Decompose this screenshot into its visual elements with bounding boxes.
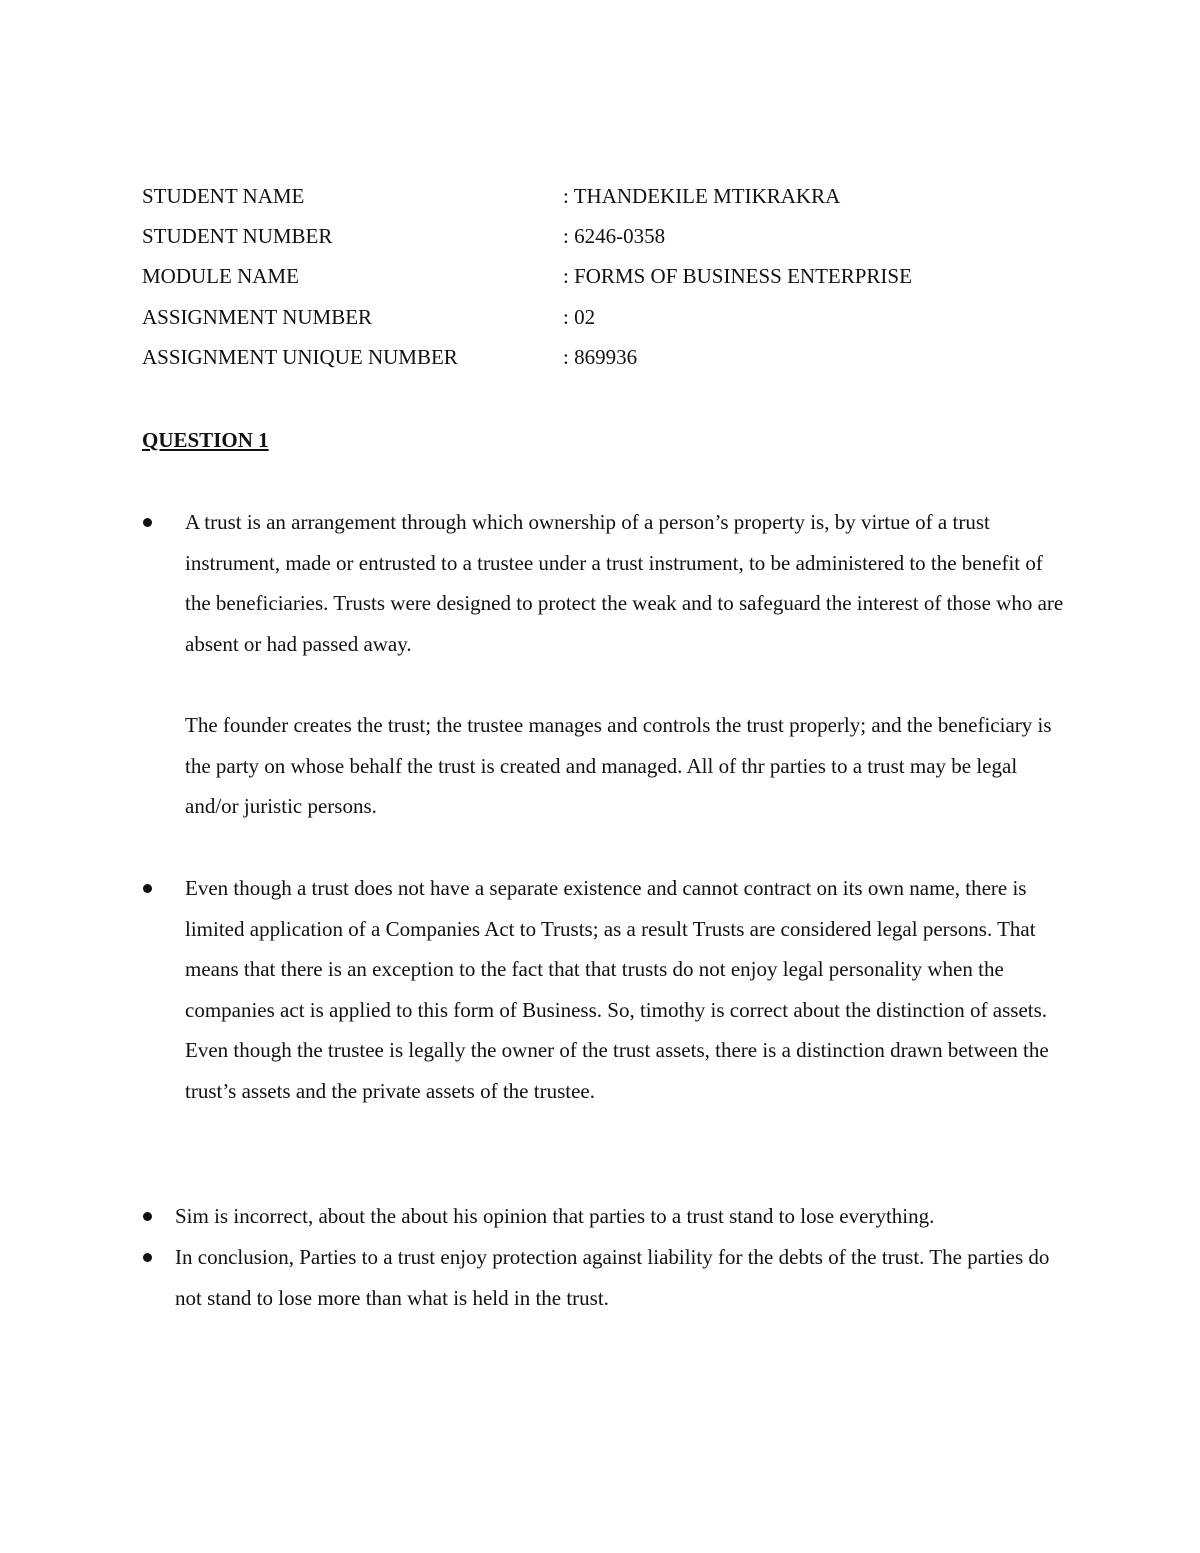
bullet-icon: [143, 1253, 152, 1262]
info-value: : 869936: [563, 345, 638, 369]
paragraph-legal-personality: Even though a trust does not have a separate existence and cannot contract on its own name, there is limited application of a Companies Act to Trusts; as a result Trusts are considered legal persons. That means that there is an exception to the fact that that trusts do not enjoy legal personality when the companies act is applied to this form of Business. So, timothy is correct about the distinction of assets. Even though the trustee is legally the owner of the trust assets, there is a distinction drawn between the trust’s assets and the private assets of the trustee.: [185, 876, 1049, 1103]
info-label: ASSIGNMENT NUMBER: [142, 305, 373, 329]
info-label: MODULE NAME: [142, 264, 299, 288]
info-value: : 6246-0358: [563, 224, 666, 248]
info-label: ASSIGNMENT UNIQUE NUMBER: [142, 345, 458, 369]
info-value: : THANDEKILE MTIKRAKRA: [563, 184, 841, 208]
bullet-icon: [143, 518, 152, 527]
info-label: STUDENT NUMBER: [142, 224, 333, 248]
info-value: : 02: [563, 305, 596, 329]
paragraph-sim-incorrect: Sim is incorrect, about the about his opinion that parties to a trust stand to lose everything.: [175, 1204, 935, 1228]
bullet-icon: [143, 1212, 152, 1221]
bullet-icon: [143, 884, 152, 893]
paragraph-conclusion: In conclusion, Parties to a trust enjoy protection against liability for the debts of the trust. The parties do not stand to lose more than what is held in the trust.: [175, 1245, 1050, 1310]
info-value: : FORMS OF BUSINESS ENTERPRISE: [563, 264, 912, 288]
paragraph-trust-definition: A trust is an arrangement through which ownership of a person’s property is, by virtue of a trust instrument, made or entrusted to a trustee under a trust instrument, to be administered to the benefit of the beneficiaries. Trusts were designed to protect the weak and to safeguard the interest of those who are absent or had passed away.: [185, 510, 1064, 656]
question-heading: QUESTION 1: [142, 428, 269, 452]
info-label: STUDENT NAME: [142, 184, 305, 208]
paragraph-trust-parties: The founder creates the trust; the trustee manages and controls the trust properly; and the beneficiary is the party on whose behalf the trust is created and managed. All of thr parties to a trust may be legal and/or juristic persons.: [185, 713, 1052, 818]
